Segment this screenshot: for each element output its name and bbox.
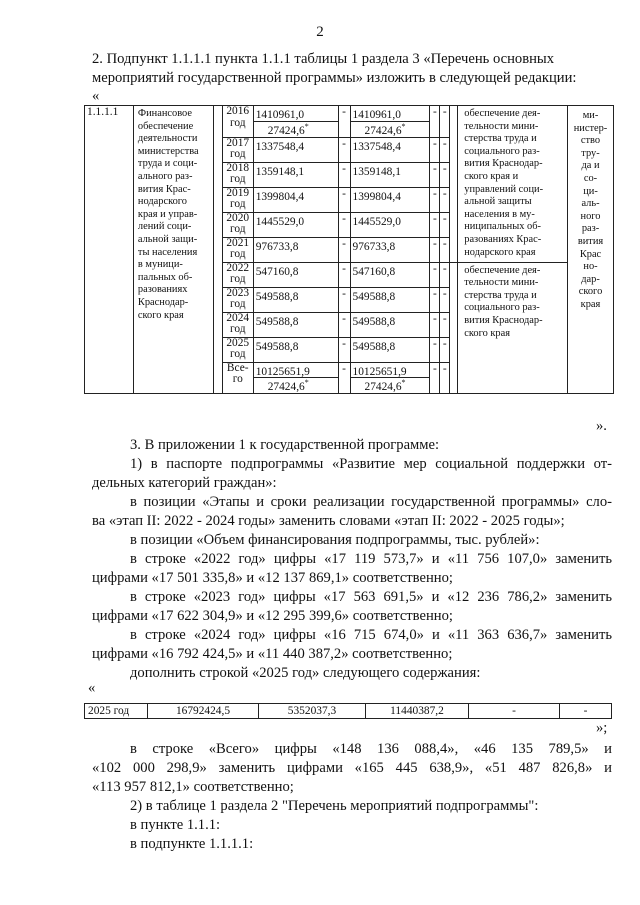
year-label: год bbox=[229, 298, 246, 311]
amount-line bbox=[256, 163, 338, 178]
year-label: 2018 bbox=[226, 161, 250, 174]
t2-cell: 2025 год bbox=[85, 704, 148, 719]
amount-line bbox=[256, 213, 338, 228]
amount-cell bbox=[253, 237, 338, 262]
measure-name-line: разованиях bbox=[137, 284, 188, 296]
amount-value: 1337548,4 bbox=[255, 140, 305, 153]
dash-cell: - bbox=[338, 187, 350, 212]
dash-cell: - bbox=[440, 187, 450, 212]
executor-line: раз- bbox=[581, 223, 600, 235]
amount-cell bbox=[350, 287, 430, 312]
dash-cell: - bbox=[430, 337, 440, 362]
amount-value: 1399804,4 bbox=[352, 190, 401, 203]
amount-line bbox=[256, 288, 338, 303]
t2-cell: - bbox=[469, 704, 560, 719]
result-line: тельности мини- bbox=[464, 120, 539, 132]
year-label: 2023 bbox=[226, 286, 250, 299]
year-cell bbox=[222, 137, 253, 162]
year-cell bbox=[222, 362, 253, 394]
dash-cell: - bbox=[430, 262, 440, 287]
table-row bbox=[85, 106, 614, 138]
amount-line bbox=[256, 188, 338, 203]
year-cell bbox=[222, 237, 253, 262]
s3-p7b: цифрами «16 792 424,5» и «11 440 387,2» соответственно; bbox=[92, 646, 453, 662]
measure-name-line: Краснодар- bbox=[137, 296, 189, 308]
amount-line bbox=[256, 138, 338, 153]
narrow-column bbox=[450, 106, 458, 263]
amount-value: 549588,8 bbox=[352, 290, 396, 303]
amount-cell bbox=[350, 137, 430, 162]
amount-cell bbox=[253, 287, 338, 312]
executor-line: дар- bbox=[581, 273, 600, 285]
dash-cell: - bbox=[440, 237, 450, 262]
t2-cell: - bbox=[560, 704, 612, 719]
s4-p1a: в строке «Всего» цифры «148 136 088,4», «46 135 789,5» и bbox=[130, 741, 612, 757]
dash-cell: - bbox=[430, 187, 440, 212]
year-label: год bbox=[229, 348, 246, 361]
s4-p1c: «113 957 812,1» соответственно; bbox=[92, 779, 294, 795]
result-line: разованиях Крас- bbox=[464, 233, 542, 245]
amount-value: 1359148,1 bbox=[255, 165, 305, 178]
measure-name-line: пальных об- bbox=[137, 271, 193, 283]
amount-cell bbox=[350, 237, 430, 262]
open-quote-2: « bbox=[88, 680, 96, 696]
amount-line bbox=[353, 288, 430, 303]
amount-cell bbox=[350, 337, 430, 362]
executor-line: Крас bbox=[579, 248, 602, 260]
amount-cell bbox=[253, 137, 338, 162]
amount-line bbox=[353, 163, 430, 178]
result-cell bbox=[458, 262, 568, 394]
year-cell bbox=[222, 337, 253, 362]
measure-name-line: деятельности bbox=[137, 133, 198, 145]
year-cell bbox=[222, 287, 253, 312]
year-label: год bbox=[229, 248, 246, 261]
amount-cell bbox=[350, 212, 430, 237]
result-line: стерства труда и bbox=[464, 289, 537, 301]
result-line: ского края и bbox=[464, 170, 519, 182]
result-line: нодарского края bbox=[464, 246, 536, 258]
amount-value: 10125651,9 bbox=[352, 365, 407, 378]
executor-line: края bbox=[580, 298, 601, 310]
executor-line: аль- bbox=[581, 198, 600, 210]
year-label: го bbox=[232, 373, 243, 386]
year-label: год bbox=[229, 148, 246, 161]
amount-cell bbox=[350, 312, 430, 337]
amount-line bbox=[256, 263, 338, 278]
amount-line bbox=[254, 121, 338, 137]
result-line: населения в му- bbox=[464, 208, 535, 220]
result-line: обеспечение дея- bbox=[464, 108, 541, 119]
footnote-mark: * bbox=[401, 378, 406, 388]
amount-cell bbox=[253, 106, 338, 138]
dash-cell: - bbox=[440, 106, 450, 138]
executor-line: вития bbox=[577, 235, 604, 247]
dash-cell: - bbox=[338, 162, 350, 187]
year-label: 2021 bbox=[226, 236, 250, 249]
measure-name-line: министерства bbox=[137, 145, 199, 157]
measure-name-line: Финансовое bbox=[137, 108, 192, 119]
t2-cell: 5352037,3 bbox=[259, 704, 366, 719]
amount-value: 549588,8 bbox=[255, 340, 299, 353]
amount-value: 1445529,0 bbox=[352, 215, 401, 228]
dash-cell: - bbox=[430, 287, 440, 312]
s3-p3a: в позиции «Этапы и сроки реализации государственной программы» сло- bbox=[130, 494, 612, 510]
amount-line bbox=[256, 338, 338, 353]
amount-line bbox=[353, 238, 430, 253]
year-cell bbox=[222, 187, 253, 212]
amount-cell bbox=[350, 187, 430, 212]
amount-line bbox=[353, 138, 430, 153]
s3-p6b: цифрами «17 622 304,9» и «12 295 399,6» соответственно; bbox=[92, 608, 453, 624]
amount-line bbox=[353, 106, 430, 121]
amount-value: 549588,8 bbox=[352, 315, 396, 328]
open-quote-1: « bbox=[92, 88, 100, 104]
amount-value: 549588,8 bbox=[255, 290, 299, 303]
dash-cell: - bbox=[430, 312, 440, 337]
dash-cell: - bbox=[430, 212, 440, 237]
dash-cell: - bbox=[338, 106, 350, 138]
blank-column bbox=[213, 106, 222, 394]
amount-value: 1410961,0 bbox=[255, 108, 305, 121]
result-line: обеспечение дея- bbox=[464, 264, 541, 276]
year-label: год bbox=[229, 223, 246, 236]
dash-cell: - bbox=[430, 137, 440, 162]
s3-p7a: в строке «2024 год» цифры «16 715 674,0» и «11 363 636,7» заменить bbox=[130, 627, 612, 643]
year-cell bbox=[222, 212, 253, 237]
s4-p1b: «102 000 298,9» заменить цифрами «165 445 638,9», «51 487 826,8» и bbox=[92, 760, 612, 776]
s3-p3b: ва «этап II: 2022 - 2024 годы» заменить словами «этап II: 2022 - 2025 годы»; bbox=[92, 513, 565, 529]
amount-value: 1359148,1 bbox=[352, 165, 401, 178]
amount-cell bbox=[350, 162, 430, 187]
dash-cell: - bbox=[430, 362, 440, 394]
year-cell bbox=[222, 162, 253, 187]
amount-cell bbox=[350, 262, 430, 287]
dash-cell: - bbox=[440, 137, 450, 162]
executor-line: со- bbox=[583, 172, 598, 184]
dash-cell: - bbox=[440, 312, 450, 337]
page-number: 2 bbox=[316, 24, 324, 40]
executor-line: нистер- bbox=[573, 122, 608, 134]
year-2025-table bbox=[84, 703, 612, 719]
amount-value: 27424,6 bbox=[364, 124, 402, 137]
amount-value: 1410961,0 bbox=[352, 108, 401, 121]
measure-name-line: труда и соци- bbox=[137, 158, 198, 170]
result-line: вития Краснодар- bbox=[464, 158, 543, 170]
amount-cell bbox=[253, 162, 338, 187]
measure-name-line: края и управ- bbox=[137, 208, 198, 220]
executor-line: да и bbox=[581, 160, 600, 172]
amount-line bbox=[254, 377, 338, 393]
dash-cell: - bbox=[338, 287, 350, 312]
dash-cell: - bbox=[338, 137, 350, 162]
amount-value: 1445529,0 bbox=[255, 215, 305, 228]
s3-p8: дополнить строкой «2025 год» следующего содержания: bbox=[130, 665, 481, 681]
result-line: ниципальных об- bbox=[464, 221, 541, 233]
amount-line bbox=[351, 377, 430, 393]
dash-cell: - bbox=[440, 362, 450, 394]
dash-cell: - bbox=[440, 212, 450, 237]
year-cell bbox=[222, 106, 253, 138]
amount-value: 976733,8 bbox=[352, 240, 396, 253]
year-label: 2025 bbox=[226, 336, 250, 349]
year-cell bbox=[222, 262, 253, 287]
amount-value: 27424,6 bbox=[267, 381, 305, 394]
s4-p4: в подпункте 1.1.1.1: bbox=[130, 836, 254, 852]
s4-p2: 2) в таблице 1 раздела 2 "Перечень мероприятий подпрограммы": bbox=[130, 798, 539, 814]
row-code: 1.1.1.1 bbox=[87, 106, 119, 118]
year-label: год bbox=[229, 273, 246, 286]
executor-line: ного bbox=[580, 210, 601, 222]
s3-p1: 3. В приложении 1 к государственной программе: bbox=[130, 437, 440, 453]
amount-cell bbox=[253, 187, 338, 212]
result-cell bbox=[458, 106, 568, 263]
s3-p4: в позиции «Объем финансирования подпрограммы, тыс. рублей»: bbox=[130, 532, 540, 548]
measure-name-line: в муници- bbox=[137, 259, 183, 271]
footnote-mark: * bbox=[304, 378, 309, 388]
amount-value: 1399804,4 bbox=[255, 190, 305, 203]
dash-cell: - bbox=[338, 237, 350, 262]
year-label: 2020 bbox=[226, 211, 250, 224]
row-code-cell bbox=[85, 106, 134, 394]
amount-cell bbox=[253, 312, 338, 337]
amount-line bbox=[353, 363, 430, 378]
measure-name-line: ты населения bbox=[137, 246, 198, 258]
year-label: год bbox=[229, 198, 246, 211]
executor-line: ского bbox=[578, 286, 603, 298]
amount-value: 1337548,4 bbox=[352, 140, 401, 153]
amount-line bbox=[353, 263, 430, 278]
amount-line bbox=[256, 363, 338, 378]
dash-cell: - bbox=[430, 162, 440, 187]
close-quote-1: ». bbox=[596, 418, 607, 434]
amount-value: 27424,6 bbox=[267, 124, 305, 137]
amount-value: 27424,6 bbox=[364, 381, 402, 394]
year-label: 2022 bbox=[226, 261, 250, 274]
amount-cell bbox=[350, 362, 430, 394]
result-line: стерства труда и bbox=[464, 133, 537, 145]
measure-name-line: ского края bbox=[137, 309, 184, 321]
amount-line bbox=[353, 338, 430, 353]
dash-cell: - bbox=[338, 362, 350, 394]
dash-cell: - bbox=[338, 312, 350, 337]
amount-line bbox=[256, 313, 338, 328]
s4-p3: в пункте 1.1.1: bbox=[130, 817, 221, 833]
measure-name-line: вития Крас- bbox=[137, 183, 191, 195]
amount-cell bbox=[253, 337, 338, 362]
result-line: вития Краснодар- bbox=[464, 314, 543, 326]
year-label: Все- bbox=[226, 361, 249, 374]
measure-name-cell bbox=[133, 106, 213, 394]
amount-line bbox=[353, 313, 430, 328]
amount-value: 549588,8 bbox=[255, 315, 299, 328]
dash-cell: - bbox=[440, 262, 450, 287]
executor-line: ми- bbox=[582, 110, 599, 121]
dash-cell: - bbox=[440, 287, 450, 312]
amount-value: 547160,8 bbox=[255, 265, 299, 278]
measure-name-line: альной защи- bbox=[137, 233, 198, 245]
measure-name-line: лений соци- bbox=[137, 221, 192, 233]
measures-table bbox=[84, 105, 614, 394]
dash-cell: - bbox=[430, 237, 440, 262]
executor-line: но- bbox=[583, 261, 598, 273]
result-line: тельности мини- bbox=[464, 277, 539, 289]
executor-line: тру- bbox=[581, 147, 600, 159]
executor-line: ство bbox=[580, 135, 601, 147]
year-cell bbox=[222, 312, 253, 337]
dash-cell: - bbox=[338, 337, 350, 362]
amount-cell bbox=[253, 212, 338, 237]
footnote-mark: * bbox=[304, 121, 309, 131]
amount-line bbox=[351, 121, 430, 137]
close-quote-2: »; bbox=[596, 720, 608, 736]
executor-cell bbox=[568, 106, 614, 394]
amount-value: 976733,8 bbox=[255, 240, 299, 253]
s3-p5a: в строке «2022 год» цифры «17 119 573,7» и «11 756 107,0» заменить bbox=[130, 551, 612, 567]
s3-p5b: цифрами «17 501 335,8» и «12 137 869,1» соответственно; bbox=[92, 570, 453, 586]
amount-line bbox=[353, 213, 430, 228]
dash-cell: - bbox=[430, 106, 440, 138]
narrow-column bbox=[450, 262, 458, 394]
amount-line bbox=[256, 238, 338, 253]
amount-value: 549588,8 bbox=[352, 340, 396, 353]
year-label: год bbox=[229, 116, 246, 129]
result-line: социального раз- bbox=[464, 302, 540, 314]
dash-cell: - bbox=[338, 212, 350, 237]
amount-line bbox=[256, 106, 338, 121]
amount-cell bbox=[350, 106, 430, 138]
year-label: 2016 bbox=[226, 105, 250, 117]
t2-cell: 16792424,5 bbox=[148, 704, 259, 719]
intro-line-1: 2. Подпункт 1.1.1.1 пункта 1.1.1 таблицы 1 раздела 3 «Перечень основных bbox=[92, 51, 555, 67]
t2-cell: 11440387,2 bbox=[366, 704, 469, 719]
measure-name-line: ального раз- bbox=[137, 170, 193, 182]
s3-p2a: 1) в паспорте подпрограммы «Развитие мер социальной поддержки от- bbox=[130, 456, 612, 472]
year-label: год bbox=[229, 173, 246, 186]
dash-cell: - bbox=[440, 162, 450, 187]
amount-cell bbox=[253, 262, 338, 287]
amount-value: 547160,8 bbox=[352, 265, 396, 278]
amount-line bbox=[353, 188, 430, 203]
s3-p6a: в строке «2023 год» цифры «17 563 691,5» и «12 236 786,2» заменить bbox=[130, 589, 612, 605]
result-line: социального раз- bbox=[464, 145, 540, 157]
dash-cell: - bbox=[440, 337, 450, 362]
measure-name-line: обеспечение bbox=[137, 120, 194, 132]
year-label: год bbox=[229, 323, 246, 336]
year-label: 2017 bbox=[226, 136, 250, 149]
result-line: ского края bbox=[464, 327, 511, 339]
year-label: 2019 bbox=[226, 186, 250, 199]
amount-value: 10125651,9 bbox=[255, 365, 310, 378]
result-line: альной защиты bbox=[464, 196, 532, 208]
dash-cell: - bbox=[338, 262, 350, 287]
amount-cell bbox=[253, 362, 338, 394]
result-line: управлений соци- bbox=[464, 183, 544, 195]
year-label: 2024 bbox=[226, 311, 250, 324]
intro-line-2: мероприятий государственной программы» изложить в следующей редакции: bbox=[92, 70, 577, 86]
s3-p2b: дельных категорий граждан»: bbox=[92, 475, 277, 491]
footnote-mark: * bbox=[401, 121, 406, 131]
executor-line: ци- bbox=[583, 185, 598, 197]
measure-name-line: нодарского bbox=[137, 196, 187, 208]
